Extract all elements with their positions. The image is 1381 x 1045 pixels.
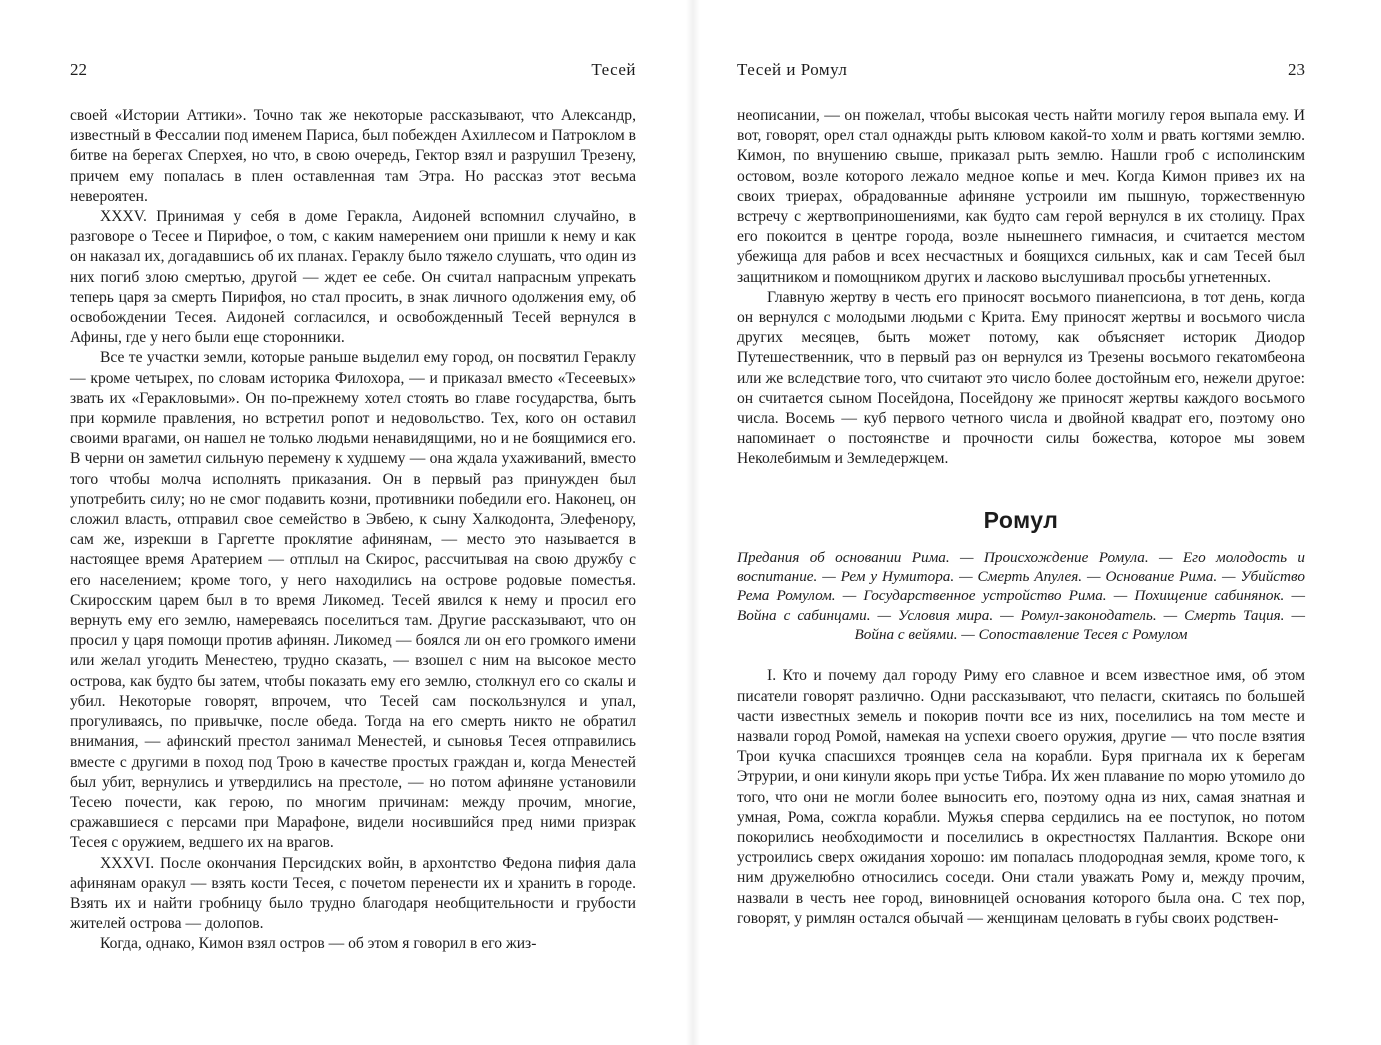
left-page xyxy=(70,60,636,955)
paragraph: Главную жертву в честь его приносят восьмого пианепсиона, в тот день, когда он вернулся с молодыми людьми с Крита. Ему приносят жертвы и восьмого числа других месяцев, быть может потому, как объясняет историк Диодор Путешественник, что в первый раз он вернулся из Трезены восьмого гекатомбеона или же вследствие того, что считают это число более достойным его, нежели другое: он считается сыном Посейдона, Посейдону же приносят жертвы каждого восьмого числа. Восемь — куб первого четного числа и двойной квадрат его, поэтому оно напоминает о постоянстве и прочности силы божества, которое мы зовем Неколебимым и Земледержцем. xyxy=(737,288,1305,468)
right-running-title: Тесей и Ромул xyxy=(737,60,848,79)
paragraph: XXXV. Принимая у себя в доме Геракла, Аидоней вспомнил случайно, в разговоре о Тесее и Пирифое, о том, с каким намерением они пришли к нему и как он наказал их, догадавшись об их планах. Гераклу было тяжело слушать, что один из них погиб злою смертью, другой — ждет ее себе. Он считал напрасным упрекать теперь царя за смерть Пирифоя, но стал просить, в знак личного одолжения ему, об освобождении Тесея. Аидоней согласился, и освобожденный Тесей вернулся в Афины, где у него были еще сторонники. xyxy=(70,208,636,347)
paragraph: I. Кто и почему дал городу Риму его славное и всем известное имя, об этом писатели говорят различно. Одни рассказывают, что пеласги, скитаясь по большей части известных земель и покорив почти все из них, поселились на том месте и назвали город Ромой, намекая на успехи своего оружия, другие — что после взятия Трои кучка спасшихся троянцев села на корабли. Буря пригнала их к берегам Этрурии, и они кинули якорь при устье Тибра. Их жен плавание по морю утомило до того, что они не могли более выносить его, поэтому одна из них, самая знатная и умная, Рома, сожгла корабли. Мужья сперва сердились на ее поступок, но потом покорились необходимости и поселились в окрестностях Паллантия. Вскоре они устроились сверх ожидания хорошо: им попалась плодородная земля, кроме того, к ним дружелюбно относились соседи. Они стали уважать Рому и, между прочим, назвали в честь нее город, виновницей основания которого была она. С тех пор, говорят, у римлян остался обычай — женщинам целовать в губы своих родствен- xyxy=(737,667,1305,927)
left-running-title: Тесей xyxy=(591,60,636,79)
book-gutter xyxy=(686,0,700,1045)
right-page xyxy=(737,60,1305,929)
section-title: Ромул xyxy=(983,506,1059,533)
chapter-summary: Предания об основании Рима. — Происхождение Ромула. — Его молодость и воспитание. — Рем у Нумитора. — Смерть Апулея. — Основание Рима. — Убийство Рема Ромулом. — Государственное устройство Рима. — Похищение сабинянок. — Война с сабинцами. — Условия мира. — Ромул-законодатель. — Смерть Тация. — Война с вейями. — Сопоставление Тесея с Ромулом xyxy=(737,548,1305,644)
left-running-head xyxy=(70,60,636,86)
left-page-text xyxy=(70,106,636,955)
right-page-number: 23 xyxy=(1288,60,1305,79)
left-page-number: 22 xyxy=(70,60,87,79)
paragraph: XXXVI. После окончания Персидских войн, в архонтство Федона пифия дала афинянам оракул — взять кости Тесея, с почетом перенести их и хранить в городе. Взять их и найти гробницу было трудно благодаря необщительности и грубости жителей острова — долопов. xyxy=(70,854,636,933)
paragraph: неописании, — он пожелал, чтобы высокая честь найти могилу героя выпала ему. И вот, говорят, орел стал однажды рыть клювом какой-то холм и рвать когтями землю. Кимон, по внушению свыше, приказал рыть землю. Нашли гроб с исполинским остовом, возле которого лежало медное копье и меч. Когда Кимон привез их на своих триерах, обрадованные афиняне устроили им пышную, торжественную встречу с жертвоприношениями, как будто сам герой вернулся в их столицу. Прах его покоится в центре города, возле нынешнего гимнасия, и считается местом убежища для рабов и всех несчастных и боящихся сильных, как и сам Тесей был защитником и помощником других и ласково выслушивал просьбы угнетенных. xyxy=(737,107,1305,286)
right-running-head xyxy=(737,60,1305,86)
paragraph: своей «Истории Аттики». Точно так же некоторые рассказывают, что Александр, известный в Фессалии под именем Париса, был побежден Ахиллесом и Патроклом в битве на берегах Сперхея, но что, в свою очередь, Гектор взял и разрушил Трезену, причем ему попалась в плен оставленная там Этра. Но рассказ этот весьма невероятен. xyxy=(70,107,636,205)
paragraph: Когда, однако, Кимон взял остров — об этом я говорил в его жиз- xyxy=(100,935,537,953)
paragraph: Все те участки земли, которые раньше выделил ему город, он посвятил Гераклу — кроме четырех, по словам историка Филохора, — и приказал вместо «Тесеевых» звать их «Геракловыми». Он по-прежнему хотел стоять во главе государства, быть при кормиле правления, но встретил ропот и недовольство. Тех, кого он оставил своими врагами, он нашел не только людьми ненавидящими, но и не боящимися его. В черни он заметил сильную перемену к худшему — она ждала ухаживаний, вместо того чтобы молча исполнять приказания. Он в первый раз принужден был употребить силу; но не смог подавить козни, противники победили его. Наконец, он сложил власть, отправил свое семейство в Эвбею, к сыну Халкодонта, Элефенору, сам же, изрекши в Гаргетте проклятие афинянам, — место это называется в настоящее время Аратерием — отплыл на Скирос, рассчитывая на свою дружбу с его населением; кроме того, у него находились на острове родовые поместья. Скиросским царем был в то время Ликомед. Тесей явился к нему и просил его вернуть ему его землю, намереваясь поселиться там. Другие рассказывают, что он просил у царя помощи против афинян. Ликомед — боялся ли он его громкого имени или желал угодить Менестею, трудно сказать, — взошел с ним на высокое место острова, как будто бы затем, чтобы показать ему его землю, столкнул его со скалы и убил. Некоторые говорят, впрочем, что Тесей сам поскользнулся и упал, прогуливаясь, по привычке, после обеда. Тогда на его смерть никто не обратил внимания, — афинский престол занимал Менестей, и сыновья Тесея отправились вместе с другими в поход под Трою в качестве простых граждан и, когда Менестей был убит, вернулись и утвердились на престоле, — но потом афиняне установили Тесею почести, как герою, по многим причинам: между прочим, многие, сражавшиеся с персами при Марафоне, видели носившийся пред ними призрак Тесея с оружием, ведшего их на врагов. xyxy=(70,349,636,852)
right-page-text xyxy=(737,106,1305,929)
